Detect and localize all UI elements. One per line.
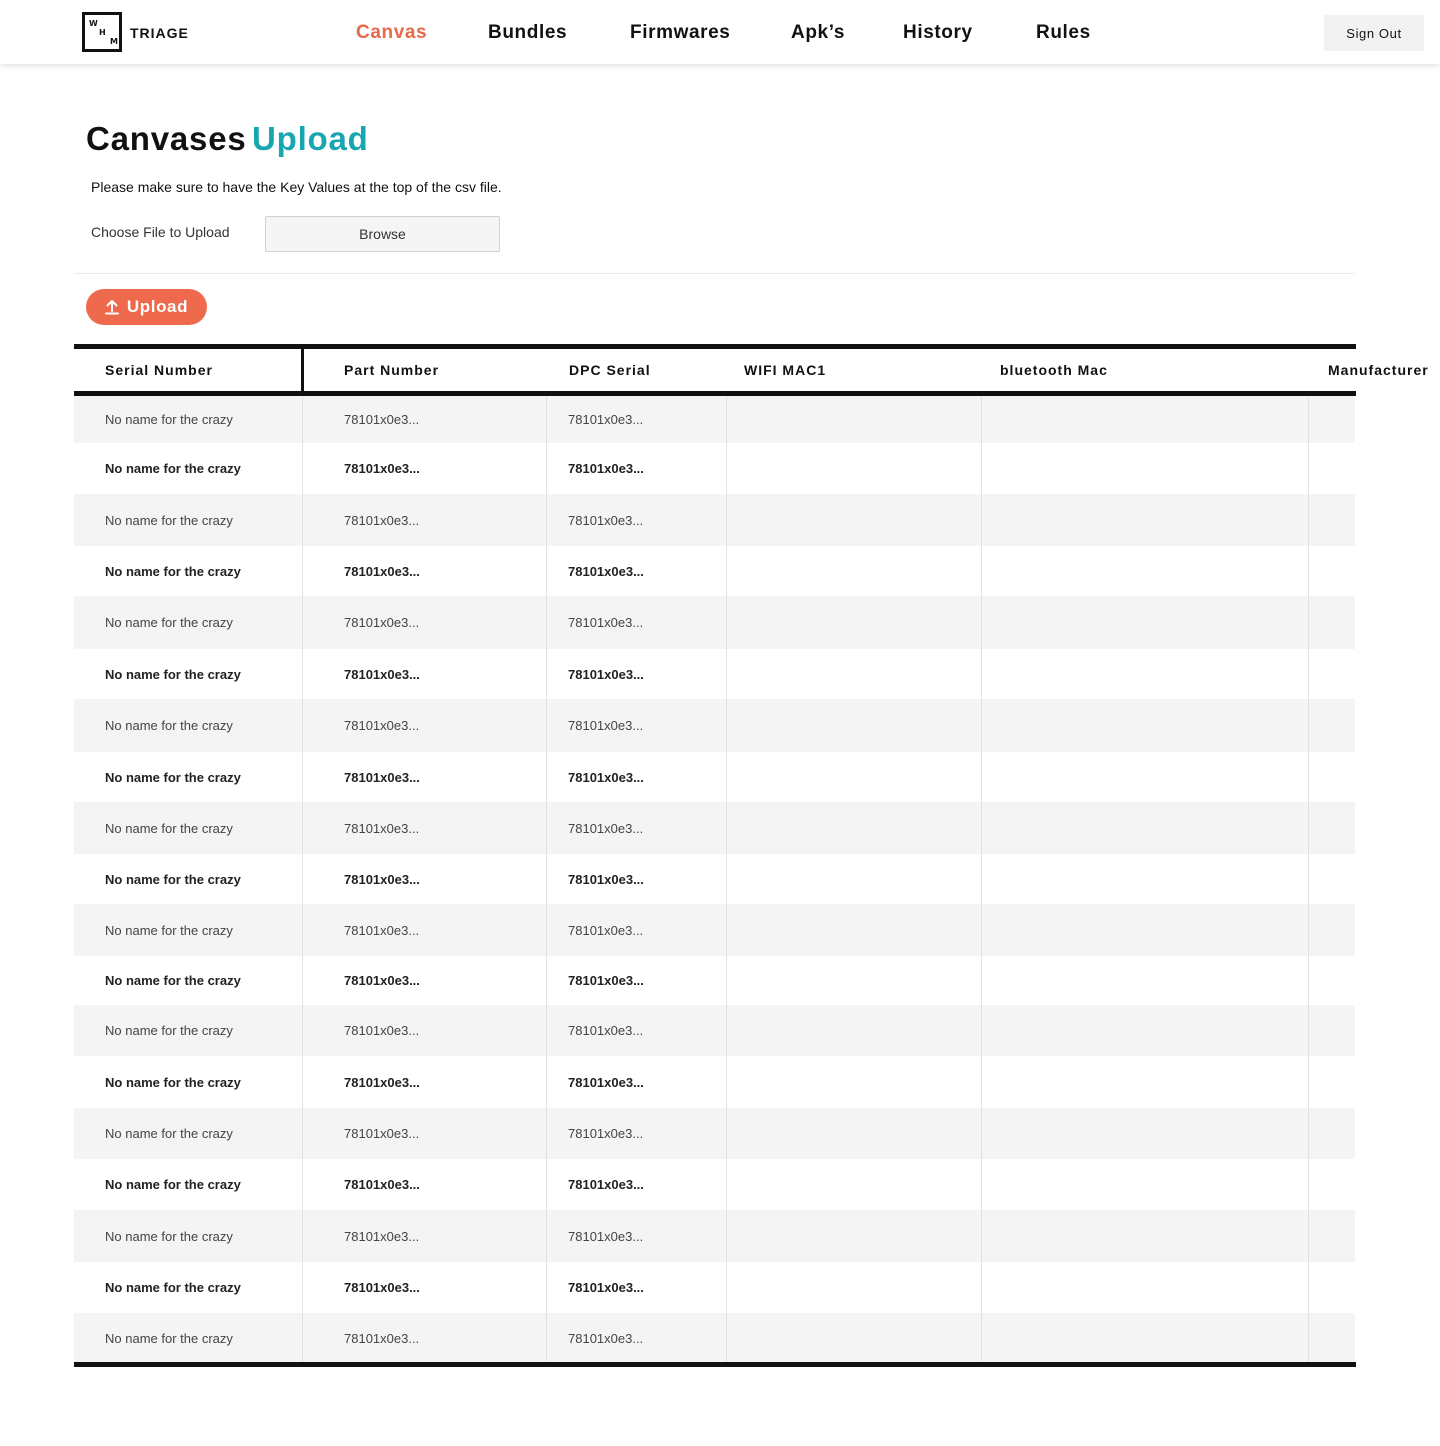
table-bottom-border	[74, 1362, 1356, 1367]
cell-part-number: 78101x0e3...	[344, 461, 420, 476]
cell-manufacturer	[1328, 1210, 1356, 1262]
column-divider	[981, 1108, 982, 1159]
table-row[interactable]	[74, 1210, 1355, 1262]
cell-dpc-serial: 78101x0e3...	[568, 769, 644, 785]
column-divider	[1308, 802, 1309, 854]
column-divider	[726, 649, 727, 699]
table-body	[74, 396, 1355, 1364]
table-row[interactable]	[74, 1056, 1355, 1108]
column-divider	[546, 956, 547, 1005]
table-row[interactable]	[74, 904, 1355, 956]
column-divider	[981, 1210, 982, 1262]
table-row[interactable]	[74, 1262, 1355, 1313]
cell-manufacturer	[1328, 699, 1356, 752]
column-divider	[1308, 1262, 1309, 1313]
cell-manufacturer	[1328, 1108, 1356, 1159]
table-header	[74, 349, 1429, 391]
column-divider	[726, 1005, 727, 1056]
cell-wifi-mac1	[744, 752, 944, 802]
table-row[interactable]	[74, 396, 1355, 443]
upload-instruction: Please make sure to have the Key Values at the top of the csv file.	[91, 179, 502, 195]
column-divider	[302, 443, 303, 494]
cell-manufacturer	[1328, 802, 1356, 854]
column-divider	[981, 802, 982, 854]
canvas-table	[74, 344, 1429, 1369]
column-divider	[981, 546, 982, 596]
column-divider	[1308, 1108, 1309, 1159]
column-divider	[546, 1159, 547, 1210]
column-divider	[546, 1005, 547, 1056]
upload-arrow-icon	[105, 300, 119, 315]
column-divider	[1308, 649, 1309, 699]
column-divider	[981, 752, 982, 802]
cell-bluetooth-mac	[1000, 802, 1250, 854]
column-divider	[546, 752, 547, 802]
cell-bluetooth-mac	[1000, 1056, 1250, 1108]
cell-serial-number: No name for the crazy	[105, 1177, 241, 1192]
column-divider	[1308, 699, 1309, 752]
table-row[interactable]	[74, 649, 1355, 699]
column-divider	[726, 1262, 727, 1313]
column-divider	[302, 752, 303, 802]
column-divider	[302, 396, 303, 443]
cell-wifi-mac1	[744, 956, 944, 1005]
cell-wifi-mac1	[744, 1056, 944, 1108]
table-row[interactable]	[74, 494, 1355, 546]
column-divider	[302, 904, 303, 956]
column-divider	[726, 752, 727, 802]
cell-dpc-serial: 78101x0e3...	[568, 563, 644, 579]
column-divider	[981, 1056, 982, 1108]
brand-name: TRIAGE	[130, 25, 189, 41]
cell-serial-number: No name for the crazy	[105, 1228, 233, 1244]
column-divider	[1308, 596, 1309, 649]
cell-dpc-serial: 78101x0e3...	[568, 666, 644, 682]
cell-part-number: 78101x0e3...	[344, 922, 420, 938]
cell-wifi-mac1	[744, 596, 944, 649]
table-row[interactable]	[74, 752, 1355, 802]
cell-bluetooth-mac	[1000, 1210, 1250, 1262]
cell-bluetooth-mac	[1000, 649, 1250, 699]
column-divider	[981, 699, 982, 752]
cell-part-number: 78101x0e3...	[344, 1331, 420, 1346]
cell-part-number: 78101x0e3...	[344, 615, 420, 630]
column-divider	[981, 1262, 982, 1313]
nav-firmwares[interactable]: Firmwares	[630, 22, 731, 43]
cell-manufacturer	[1328, 1056, 1356, 1108]
column-separator	[301, 349, 304, 391]
cell-part-number: 78101x0e3...	[344, 769, 420, 785]
table-row[interactable]	[74, 699, 1355, 752]
whm-logo[interactable]	[82, 12, 122, 52]
column-divider	[726, 443, 727, 494]
cell-wifi-mac1	[744, 1159, 944, 1210]
cell-manufacturer	[1328, 752, 1356, 802]
cell-part-number: 78101x0e3...	[344, 512, 420, 528]
column-divider	[546, 699, 547, 752]
cell-serial-number: No name for the crazy	[105, 512, 233, 528]
cell-manufacturer	[1328, 494, 1356, 546]
cell-manufacturer	[1328, 546, 1356, 596]
cell-serial-number: No name for the crazy	[105, 820, 233, 836]
cell-part-number: 78101x0e3...	[344, 412, 420, 427]
column-divider	[726, 1159, 727, 1210]
cell-part-number: 78101x0e3...	[344, 973, 420, 988]
cell-part-number: 78101x0e3...	[344, 666, 420, 682]
table-row[interactable]	[74, 596, 1355, 649]
cell-serial-number: No name for the crazy	[105, 973, 241, 988]
page-title: Canvases	[86, 120, 247, 157]
column-divider	[1308, 1005, 1309, 1056]
cell-dpc-serial: 78101x0e3...	[568, 615, 644, 630]
cell-wifi-mac1	[744, 494, 944, 546]
column-divider	[981, 1313, 982, 1364]
cell-serial-number: No name for the crazy	[105, 412, 233, 427]
column-divider	[302, 1005, 303, 1056]
column-divider	[302, 854, 303, 904]
column-divider	[726, 1313, 727, 1364]
column-divider	[726, 546, 727, 596]
cell-part-number: 78101x0e3...	[344, 1177, 420, 1192]
cell-manufacturer	[1328, 1005, 1356, 1056]
cell-part-number: 78101x0e3...	[344, 1228, 420, 1244]
cell-bluetooth-mac	[1000, 1159, 1250, 1210]
cell-bluetooth-mac	[1000, 596, 1250, 649]
column-divider	[1308, 854, 1309, 904]
cell-manufacturer	[1328, 1313, 1356, 1364]
column-divider	[302, 1159, 303, 1210]
nav-rules[interactable]: Rules	[1036, 22, 1091, 43]
table-row[interactable]	[74, 443, 1355, 494]
cell-bluetooth-mac	[1000, 699, 1250, 752]
column-divider	[302, 1313, 303, 1364]
cell-wifi-mac1	[744, 443, 944, 494]
table-row[interactable]	[74, 1313, 1355, 1364]
column-divider	[981, 494, 982, 546]
column-divider	[546, 546, 547, 596]
column-divider	[302, 649, 303, 699]
table-row[interactable]	[74, 1159, 1355, 1210]
column-divider	[726, 699, 727, 752]
upload-button-label: Upload	[126, 297, 189, 316]
cell-dpc-serial: 78101x0e3...	[568, 718, 644, 733]
column-divider	[546, 904, 547, 956]
column-divider	[302, 494, 303, 546]
column-divider	[546, 802, 547, 854]
cell-bluetooth-mac	[1000, 854, 1250, 904]
cell-manufacturer	[1328, 854, 1356, 904]
cell-dpc-serial: 78101x0e3...	[568, 1177, 644, 1192]
cell-dpc-serial: 78101x0e3...	[568, 973, 644, 988]
column-divider	[546, 596, 547, 649]
page-title-accent: Upload	[252, 120, 369, 157]
column-divider	[1308, 546, 1309, 596]
column-divider	[981, 443, 982, 494]
column-header-manufacturer[interactable]: Manufacturer	[1328, 362, 1429, 378]
column-divider	[546, 1210, 547, 1262]
cell-wifi-mac1	[744, 1313, 944, 1364]
nav-apks[interactable]: Apk’s	[791, 22, 846, 43]
column-divider	[546, 1313, 547, 1364]
column-header-bluetooth-mac[interactable]: bluetooth Mac	[1000, 362, 1108, 378]
cell-dpc-serial: 78101x0e3...	[568, 412, 644, 427]
column-divider	[726, 854, 727, 904]
column-divider	[726, 1056, 727, 1108]
cell-manufacturer	[1328, 1159, 1356, 1210]
column-divider	[546, 1108, 547, 1159]
column-header-wifi-mac1[interactable]: WIFI MAC1	[744, 362, 827, 378]
cell-serial-number: No name for the crazy	[105, 563, 241, 579]
cell-dpc-serial: 78101x0e3...	[568, 820, 644, 836]
cell-serial-number: No name for the crazy	[105, 615, 233, 630]
cell-serial-number: No name for the crazy	[105, 871, 241, 887]
cell-wifi-mac1	[744, 699, 944, 752]
table-row[interactable]	[74, 1005, 1355, 1056]
column-divider	[981, 396, 982, 443]
browse-button[interactable]: Browse	[265, 216, 500, 252]
column-divider	[1308, 443, 1309, 494]
choose-file-label: Choose File to Upload	[91, 224, 230, 240]
column-divider	[546, 649, 547, 699]
column-divider	[726, 904, 727, 956]
column-divider	[726, 956, 727, 1005]
cell-part-number: 78101x0e3...	[344, 718, 420, 733]
cell-serial-number: No name for the crazy	[105, 666, 241, 682]
column-divider	[726, 1210, 727, 1262]
cell-bluetooth-mac	[1000, 1108, 1250, 1159]
top-navigation-bar	[0, 0, 1440, 64]
column-divider	[726, 396, 727, 443]
table-row[interactable]	[74, 956, 1355, 1005]
column-divider	[981, 1159, 982, 1210]
cell-bluetooth-mac	[1000, 1262, 1250, 1313]
cell-manufacturer	[1328, 1262, 1356, 1313]
column-divider	[302, 1262, 303, 1313]
column-divider	[1308, 494, 1309, 546]
sign-out-button[interactable]: Sign Out	[1324, 15, 1424, 51]
column-divider	[981, 649, 982, 699]
cell-wifi-mac1	[744, 396, 944, 443]
cell-part-number: 78101x0e3...	[344, 1023, 420, 1038]
column-divider	[1308, 1313, 1309, 1364]
table-row[interactable]	[74, 802, 1355, 854]
nav-history[interactable]: History	[903, 22, 973, 43]
cell-manufacturer	[1328, 956, 1356, 1005]
cell-wifi-mac1	[744, 854, 944, 904]
column-divider	[302, 596, 303, 649]
upload-button[interactable]	[86, 289, 207, 325]
column-divider	[981, 854, 982, 904]
nav-bundles[interactable]: Bundles	[488, 22, 568, 43]
column-divider	[1308, 752, 1309, 802]
cell-dpc-serial: 78101x0e3...	[568, 1074, 644, 1090]
cell-serial-number: No name for the crazy	[105, 1280, 241, 1295]
section-divider	[74, 273, 1354, 274]
cell-bluetooth-mac	[1000, 1313, 1250, 1364]
column-divider	[302, 1210, 303, 1262]
cell-dpc-serial: 78101x0e3...	[568, 1228, 644, 1244]
cell-part-number: 78101x0e3...	[344, 871, 420, 887]
cell-wifi-mac1	[744, 1210, 944, 1262]
cell-bluetooth-mac	[1000, 904, 1250, 956]
cell-serial-number: No name for the crazy	[105, 1331, 233, 1346]
table-row[interactable]	[74, 546, 1355, 596]
column-divider	[302, 1108, 303, 1159]
column-divider	[1308, 1210, 1309, 1262]
cell-dpc-serial: 78101x0e3...	[568, 1126, 644, 1141]
cell-bluetooth-mac	[1000, 546, 1250, 596]
cell-dpc-serial: 78101x0e3...	[568, 922, 644, 938]
column-divider	[1308, 956, 1309, 1005]
column-divider	[546, 1262, 547, 1313]
cell-wifi-mac1	[744, 546, 944, 596]
cell-serial-number: No name for the crazy	[105, 461, 241, 476]
cell-manufacturer	[1328, 396, 1356, 443]
cell-part-number: 78101x0e3...	[344, 1280, 420, 1295]
logo-letter-w: W	[89, 19, 98, 28]
column-divider	[1308, 396, 1309, 443]
cell-dpc-serial: 78101x0e3...	[568, 871, 644, 887]
column-divider	[981, 904, 982, 956]
column-divider	[546, 1056, 547, 1108]
logo-letter-m: M	[110, 37, 118, 46]
nav-canvas[interactable]: Canvas	[356, 22, 428, 43]
column-divider	[1308, 1159, 1309, 1210]
cell-serial-number: No name for the crazy	[105, 769, 241, 785]
column-divider	[546, 396, 547, 443]
cell-dpc-serial: 78101x0e3...	[568, 1331, 644, 1346]
column-divider	[726, 802, 727, 854]
column-divider	[726, 494, 727, 546]
cell-manufacturer	[1328, 596, 1356, 649]
column-divider	[981, 596, 982, 649]
cell-dpc-serial: 78101x0e3...	[568, 1280, 644, 1295]
cell-bluetooth-mac	[1000, 443, 1250, 494]
cell-bluetooth-mac	[1000, 956, 1250, 1005]
table-row[interactable]	[74, 1108, 1355, 1159]
cell-serial-number: No name for the crazy	[105, 1023, 233, 1038]
cell-wifi-mac1	[744, 649, 944, 699]
cell-bluetooth-mac	[1000, 1005, 1250, 1056]
column-divider	[302, 546, 303, 596]
column-divider	[981, 1005, 982, 1056]
column-divider	[546, 854, 547, 904]
cell-bluetooth-mac	[1000, 396, 1250, 443]
cell-bluetooth-mac	[1000, 494, 1250, 546]
column-header-part-number[interactable]: Part Number	[344, 362, 440, 378]
column-header-serial-number[interactable]: Serial Number	[105, 362, 213, 378]
cell-part-number: 78101x0e3...	[344, 820, 420, 836]
cell-manufacturer	[1328, 904, 1356, 956]
cell-wifi-mac1	[744, 1108, 944, 1159]
column-divider	[1308, 904, 1309, 956]
column-header-dpc-serial[interactable]: DPC Serial	[569, 362, 651, 378]
column-divider	[302, 956, 303, 1005]
cell-serial-number: No name for the crazy	[105, 1074, 241, 1090]
cell-wifi-mac1	[744, 1262, 944, 1313]
column-divider	[302, 1056, 303, 1108]
cell-dpc-serial: 78101x0e3...	[568, 1023, 644, 1038]
column-divider	[546, 494, 547, 546]
column-divider	[726, 596, 727, 649]
cell-wifi-mac1	[744, 904, 944, 956]
column-divider	[302, 802, 303, 854]
cell-serial-number: No name for the crazy	[105, 1126, 233, 1141]
table-row[interactable]	[74, 854, 1355, 904]
cell-wifi-mac1	[744, 1005, 944, 1056]
cell-part-number: 78101x0e3...	[344, 1074, 420, 1090]
column-divider	[546, 443, 547, 494]
cell-serial-number: No name for the crazy	[105, 922, 233, 938]
cell-dpc-serial: 78101x0e3...	[568, 461, 644, 476]
cell-manufacturer	[1328, 649, 1356, 699]
cell-part-number: 78101x0e3...	[344, 1126, 420, 1141]
cell-manufacturer	[1328, 443, 1356, 494]
column-divider	[726, 1108, 727, 1159]
cell-bluetooth-mac	[1000, 752, 1250, 802]
column-divider	[981, 956, 982, 1005]
logo-letter-h: H	[99, 28, 106, 37]
cell-part-number: 78101x0e3...	[344, 563, 420, 579]
column-divider	[302, 699, 303, 752]
cell-dpc-serial: 78101x0e3...	[568, 512, 644, 528]
cell-serial-number: No name for the crazy	[105, 718, 233, 733]
cell-wifi-mac1	[744, 802, 944, 854]
column-divider	[1308, 1056, 1309, 1108]
